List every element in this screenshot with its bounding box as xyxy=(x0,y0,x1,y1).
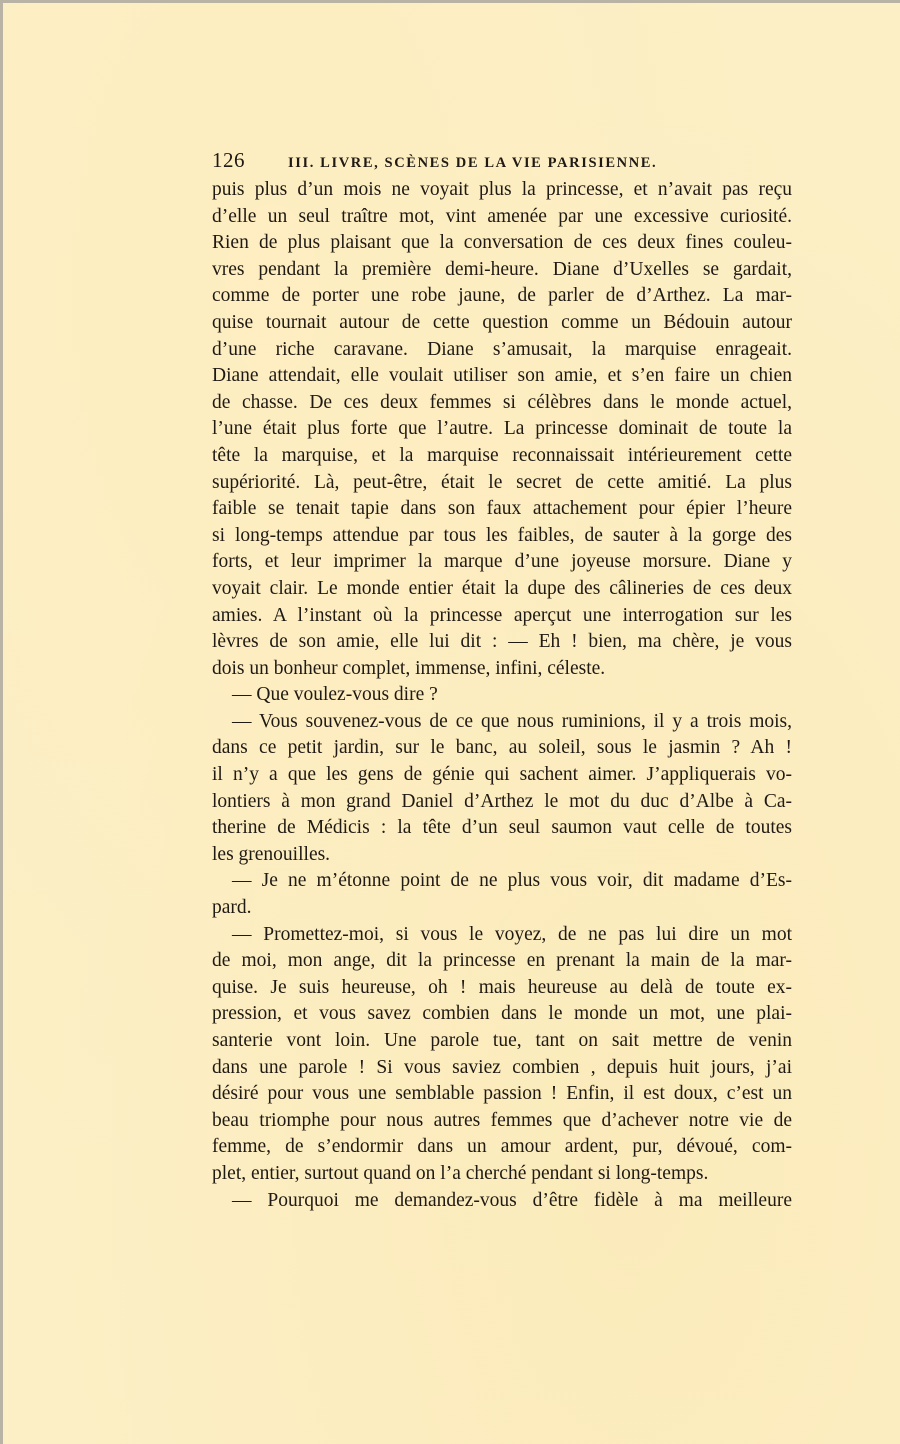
text-line: il n’y a que les gens de génie qui sachent aimer. J’appliquerais vo- xyxy=(212,764,792,786)
text-line: vres pendant la première demi-heure. Diane d’Uxelles se gardait, xyxy=(212,258,792,280)
text-line: dois un bonheur complet, immense, infini, céleste. xyxy=(212,657,606,679)
text-line: — Vous souvenez-vous de ce que nous ruminions, il y a trois mois, xyxy=(232,710,792,732)
text-line: de chasse. De ces deux femmes si célèbres dans le monde actuel, xyxy=(212,391,792,413)
text-line: lèvres de son amie, elle lui dit : — Eh ! bien, ma chère, je vous xyxy=(212,631,792,653)
text-line: pard. xyxy=(212,897,252,919)
text-line: quise. Je suis heureuse, oh ! mais heureuse au delà de toute ex- xyxy=(212,976,792,998)
body-text xyxy=(212,177,792,1214)
text-line: puis plus d’un mois ne voyait plus la princesse, et n’avait pas reçu xyxy=(212,179,792,200)
text-line: dans ce petit jardin, sur le banc, au soleil, sous le jasmin ? Ah ! xyxy=(212,737,792,759)
page-header xyxy=(212,148,792,172)
text-line: therine de Médicis : la tête d’un seul saumon vaut celle de toutes xyxy=(212,817,792,839)
text-line: les grenouilles. xyxy=(212,843,331,865)
text-line: si long-temps attendue par tous les faibles, de sauter à la gorge des xyxy=(212,524,792,546)
text-line: Diane attendait, elle voulait utiliser son amie, et s’en faire un chien xyxy=(212,365,792,387)
text-line: amies. A l’instant où la princesse aperçut une interrogation sur les xyxy=(212,604,792,626)
text-line: beau triomphe pour nous autres femmes que d’achever notre vie de xyxy=(212,1109,792,1131)
text-line: femme, de s’endormir dans un amour ardent, pur, dévoué, com- xyxy=(212,1136,792,1158)
text-line: désiré pour vous une semblable passion ! Enfin, il est doux, c’est un xyxy=(212,1083,792,1105)
text-line: santerie vont loin. Une parole tue, tant on sait mettre de venin xyxy=(212,1030,792,1051)
text-line: — Promettez-moi, si vous le voyez, de ne pas lui dire un mot xyxy=(232,923,792,945)
text-line: d’une riche caravane. Diane s’amusait, la marquise enrageait. xyxy=(212,338,792,360)
page-number: 126 xyxy=(212,148,245,172)
text-line: dans une parole ! Si vous saviez combien , depuis huit jours, j’ai xyxy=(212,1056,792,1078)
text-line: lontiers à mon grand Daniel d’Arthez le mot du duc d’Albe à Ca- xyxy=(212,790,792,812)
text-line: de moi, mon ange, dit la princesse en prenant la main de la mar- xyxy=(212,950,792,972)
text-line: tête la marquise, et la marquise reconnaissait intérieurement cette xyxy=(212,444,792,466)
text-line: Rien de plus plaisant que la conversation de ces deux fines couleu- xyxy=(212,232,792,254)
text-line: l’une était plus forte que l’autre. La princesse dominait de toute la xyxy=(212,418,792,440)
running-head: III. LIVRE, SCÈNES DE LA VIE PARISIENNE. xyxy=(288,155,658,171)
text-line: faible se tenait tapie dans son faux attachement pour épier l’heure xyxy=(212,498,792,520)
text-line: forts, et leur imprimer la marque d’une joyeuse morsure. Diane y xyxy=(212,551,792,573)
text-line: pression, et vous savez combien dans le monde un mot, une plai- xyxy=(212,1003,792,1025)
text-line: d’elle un seul traître mot, vint amenée par une excessive curiosité. xyxy=(212,205,792,227)
text-line: — Je ne m’étonne point de ne plus vous voir, dit madame d’Es- xyxy=(232,870,792,892)
text-line: — Que voulez-vous dire ? xyxy=(232,684,438,706)
text-line: plet, entier, surtout quand on l’a cherché pendant si long-temps. xyxy=(212,1162,709,1184)
text-line: voyait clair. Le monde entier était la dupe des câlineries de ces deux xyxy=(212,577,792,599)
text-line: — Pourquoi me demandez-vous d’être fidèle à ma meilleure xyxy=(232,1189,792,1211)
text-line: supériorité. Là, peut-être, était le secret de cette amitié. La plus xyxy=(212,471,792,493)
text-line: comme de porter une robe jaune, de parler de d’Arthez. La mar- xyxy=(212,285,792,307)
text-line: quise tournait autour de cette question comme un Bédouin autour xyxy=(212,311,792,333)
